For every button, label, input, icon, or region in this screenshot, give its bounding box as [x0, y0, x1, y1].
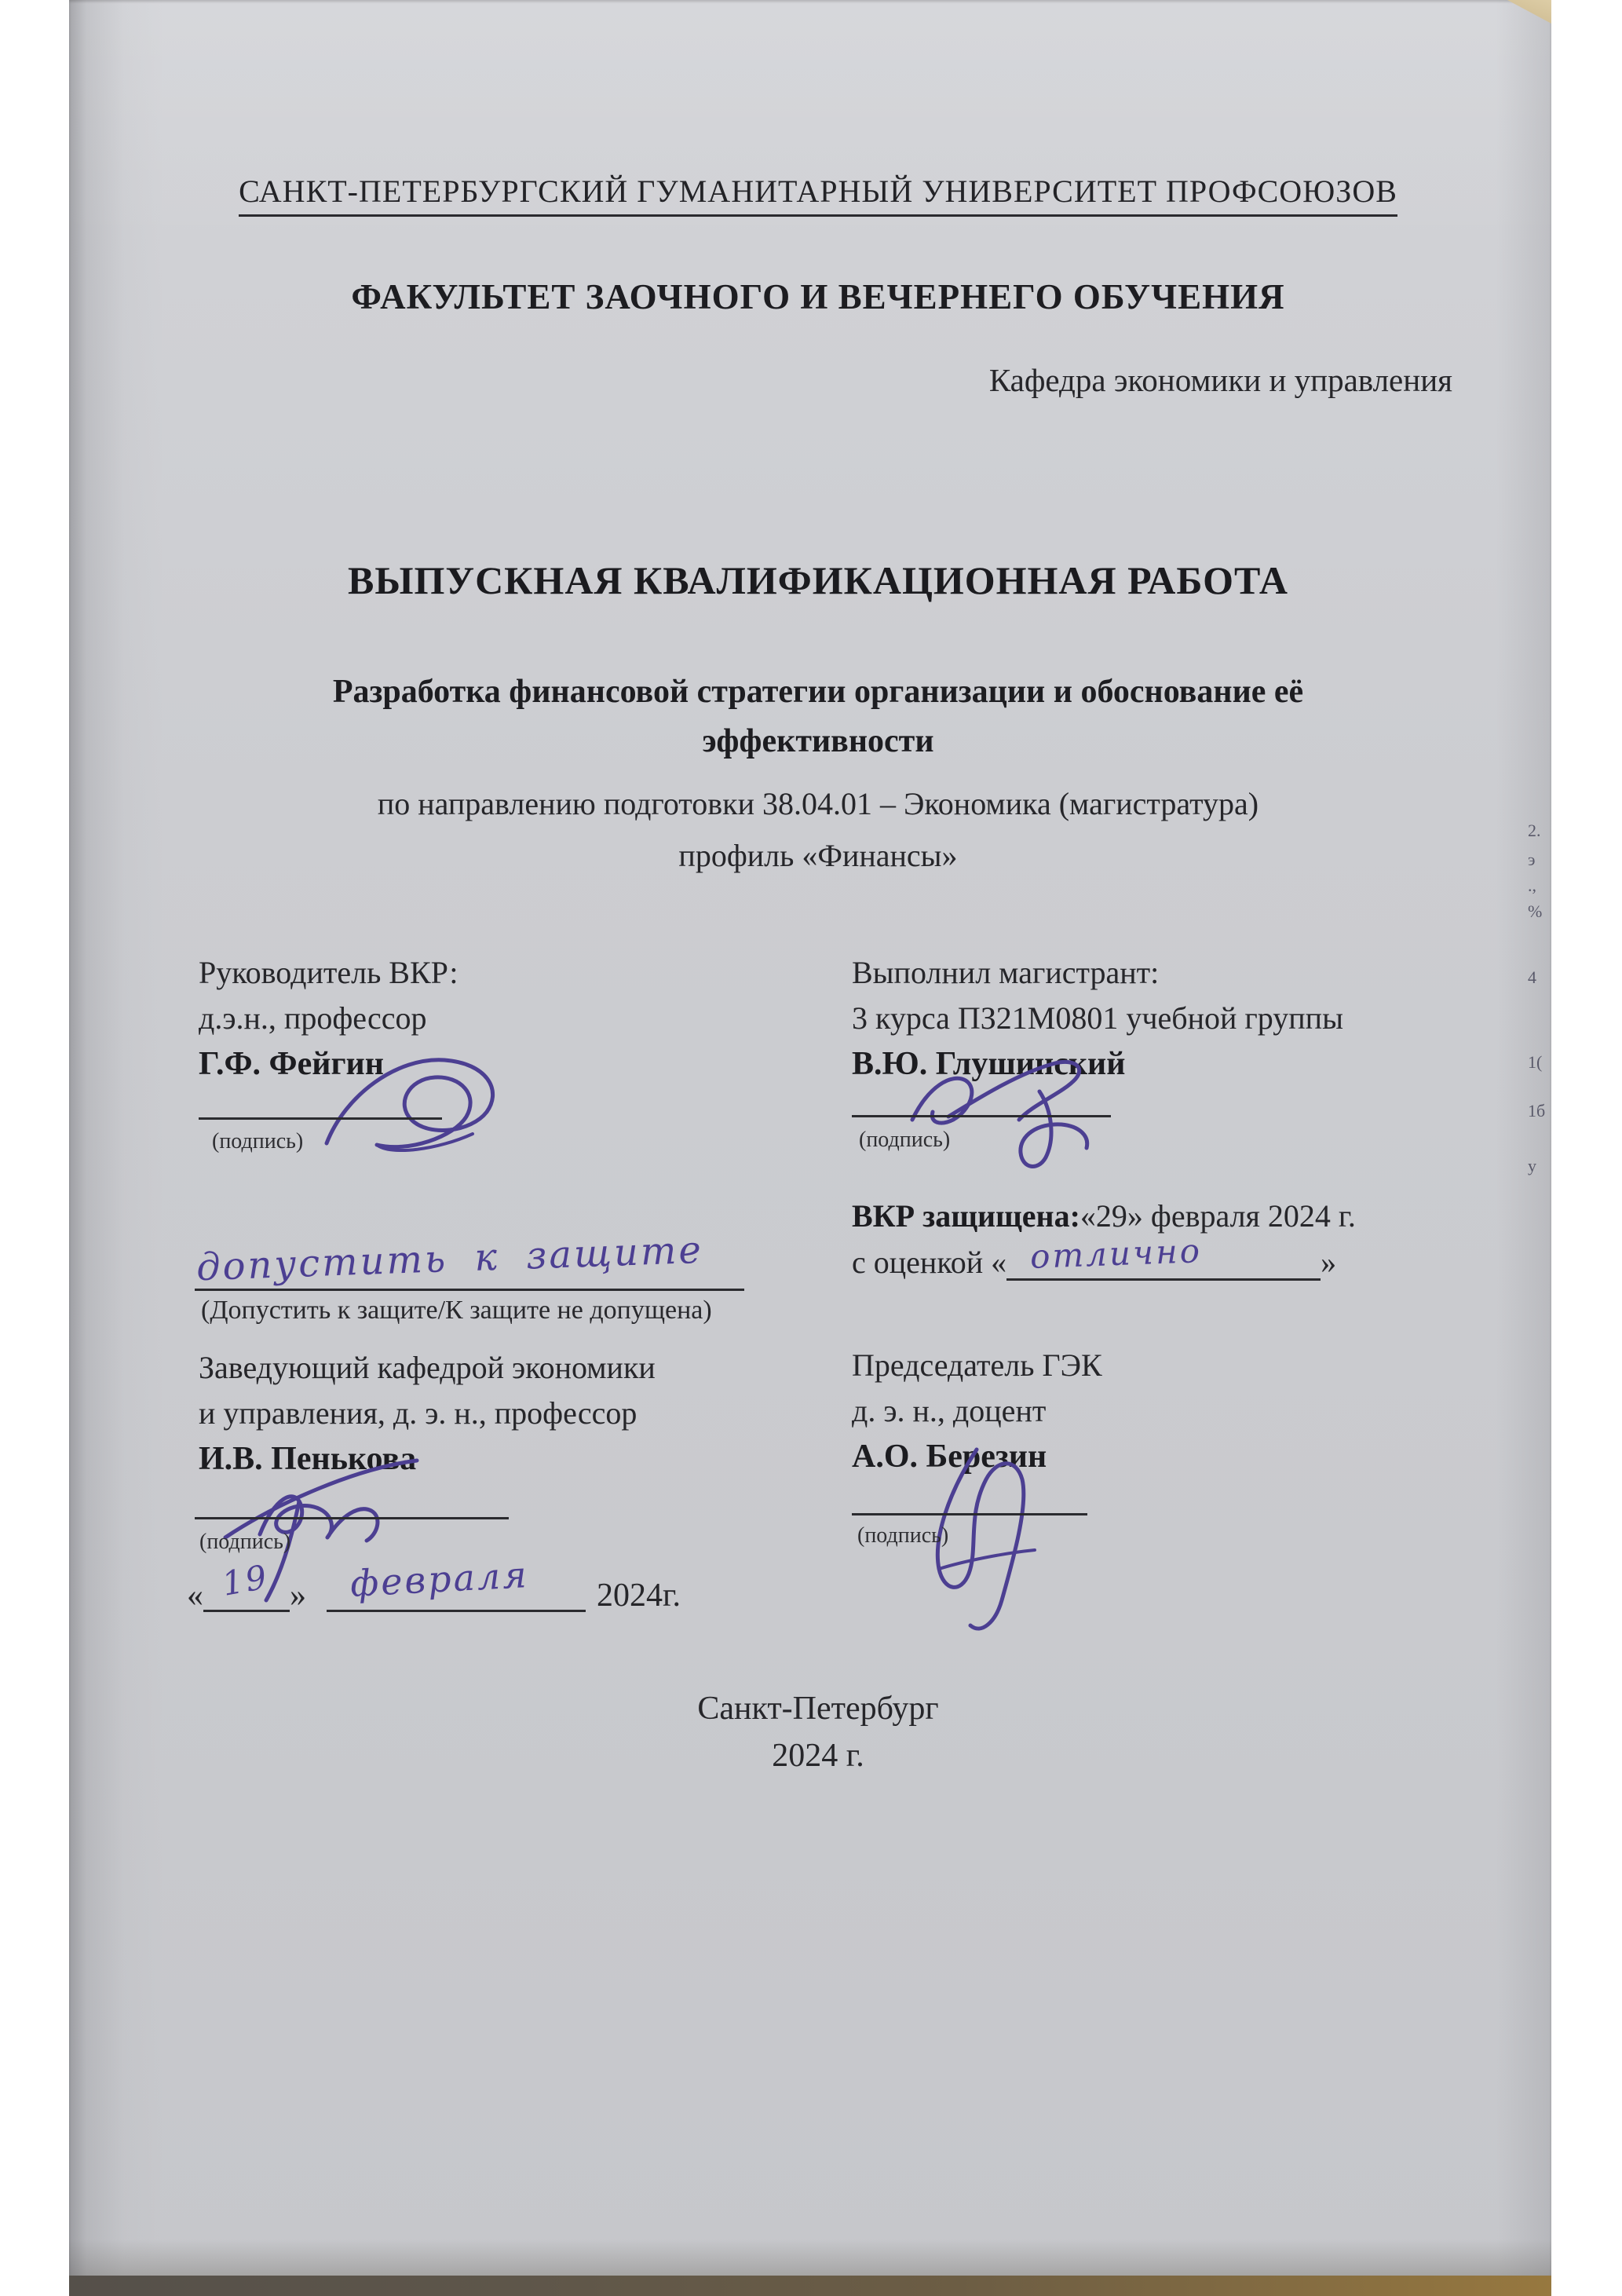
page-corner-fold [1507, 0, 1551, 24]
gec-chair-signature-line [852, 1513, 1087, 1515]
grade-line [852, 1231, 1337, 1281]
student-name: В.Ю. Глушинский [852, 1046, 1126, 1082]
defense-line [852, 1197, 1356, 1234]
department-head-signature-caption: (подпись) [199, 1530, 291, 1554]
student-signature [901, 1044, 1160, 1178]
grade-suffix: » [1321, 1245, 1337, 1280]
gec-chair-degree: д. э. н., доцент [852, 1393, 1047, 1428]
student-role: Выполнил магистрант: [852, 955, 1160, 990]
date-year: 2024г. [597, 1578, 681, 1614]
defense-label: ВКР защищена: [852, 1198, 1080, 1234]
profile-line: профиль «Финансы» [678, 838, 958, 873]
supervisor-name: Г.Ф. Фейгин [199, 1046, 384, 1082]
supervisor-signature-line [199, 1117, 442, 1120]
supervisor-signature [305, 1044, 524, 1170]
university-name [179, 173, 1457, 210]
date-quote-close: » [290, 1578, 306, 1614]
department-head-role-2: и управления, д. э. н., профессор [199, 1395, 637, 1431]
department-head-name: И.В. Пенькова [199, 1441, 417, 1477]
desk-surface-edge [69, 2276, 1551, 2296]
edge-fragment: э [1528, 850, 1536, 869]
edge-fragment: 2. [1528, 821, 1541, 840]
university-name-text: САНКТ-ПЕТЕРБУРГСКИЙ ГУМАНИТАРНЫЙ УНИВЕРСИТЕТ ПРОФСОЮЗОВ [239, 174, 1397, 217]
gec-chair-signature-caption: (подпись) [857, 1523, 949, 1548]
gec-chair-name: А.О. Березин [852, 1439, 1047, 1475]
edge-fragment: 4 [1528, 967, 1536, 987]
admission-caption: (Допустить к защите/К защите не допущена) [201, 1296, 712, 1325]
department-head-role-1: Заведующий кафедрой экономики [199, 1350, 656, 1385]
footer-year: 2024 г. [772, 1738, 864, 1774]
edge-fragment: у [1528, 1156, 1536, 1175]
defense-date: «29» февраля 2024 г. [1080, 1198, 1356, 1234]
program-line: по направлению подготовки 38.04.01 – Экономика (магистратура) [377, 786, 1259, 821]
document-page [69, 0, 1551, 2276]
supervisor-signature-caption: (подпись) [212, 1129, 304, 1153]
date-day-blank [203, 1557, 290, 1612]
admission-handwritten: допустить к защите [195, 1227, 704, 1290]
date-month-handwritten: февраля [349, 1553, 530, 1605]
edge-fragment: 1( [1528, 1052, 1543, 1072]
supervisor-degree: д.э.н., профессор [199, 1000, 427, 1036]
student-signature-caption: (подпись) [859, 1128, 951, 1152]
footer-city: Санкт-Петербург [697, 1691, 939, 1727]
work-type-title: ВЫПУСКНАЯ КВАЛИФИКАЦИОННАЯ РАБОТА [348, 558, 1288, 602]
date-day-handwritten: 19 [219, 1557, 272, 1603]
faculty-name: ФАКУЛЬТЕТ ЗАОЧНОГО И ВЕЧЕРНЕГО ОБУЧЕНИЯ [351, 277, 1285, 316]
edge-fragment: % [1528, 901, 1543, 921]
grade-blank-line [1006, 1231, 1321, 1281]
edge-fragment: ., [1528, 876, 1536, 895]
admission-line [195, 1289, 744, 1291]
department-name: Кафедра экономики и управления [988, 362, 1452, 398]
date-month-blank [327, 1553, 586, 1612]
supervisor-block [199, 954, 890, 1205]
supervisor-role: Руководитель ВКР: [199, 955, 458, 990]
grade-prefix: с оценкой « [852, 1245, 1007, 1280]
department-head-signature-line [195, 1517, 509, 1519]
gec-chair-role: Председатель ГЭК [852, 1347, 1102, 1383]
thesis-title-text: Разработка финансовой стратегии организации и обоснование её эффективности [332, 674, 1304, 759]
admission-date-line [187, 1553, 681, 1614]
student-signature-line [852, 1115, 1111, 1117]
thesis-title [179, 667, 1457, 766]
edge-fragment: 1б [1528, 1101, 1546, 1121]
date-quote-open: « [187, 1578, 203, 1614]
admission-block [187, 1227, 784, 1339]
grade-handwritten: отлично [1029, 1231, 1203, 1276]
student-group: 3 курса ПЗ21М0801 учебной группы [852, 1000, 1343, 1036]
